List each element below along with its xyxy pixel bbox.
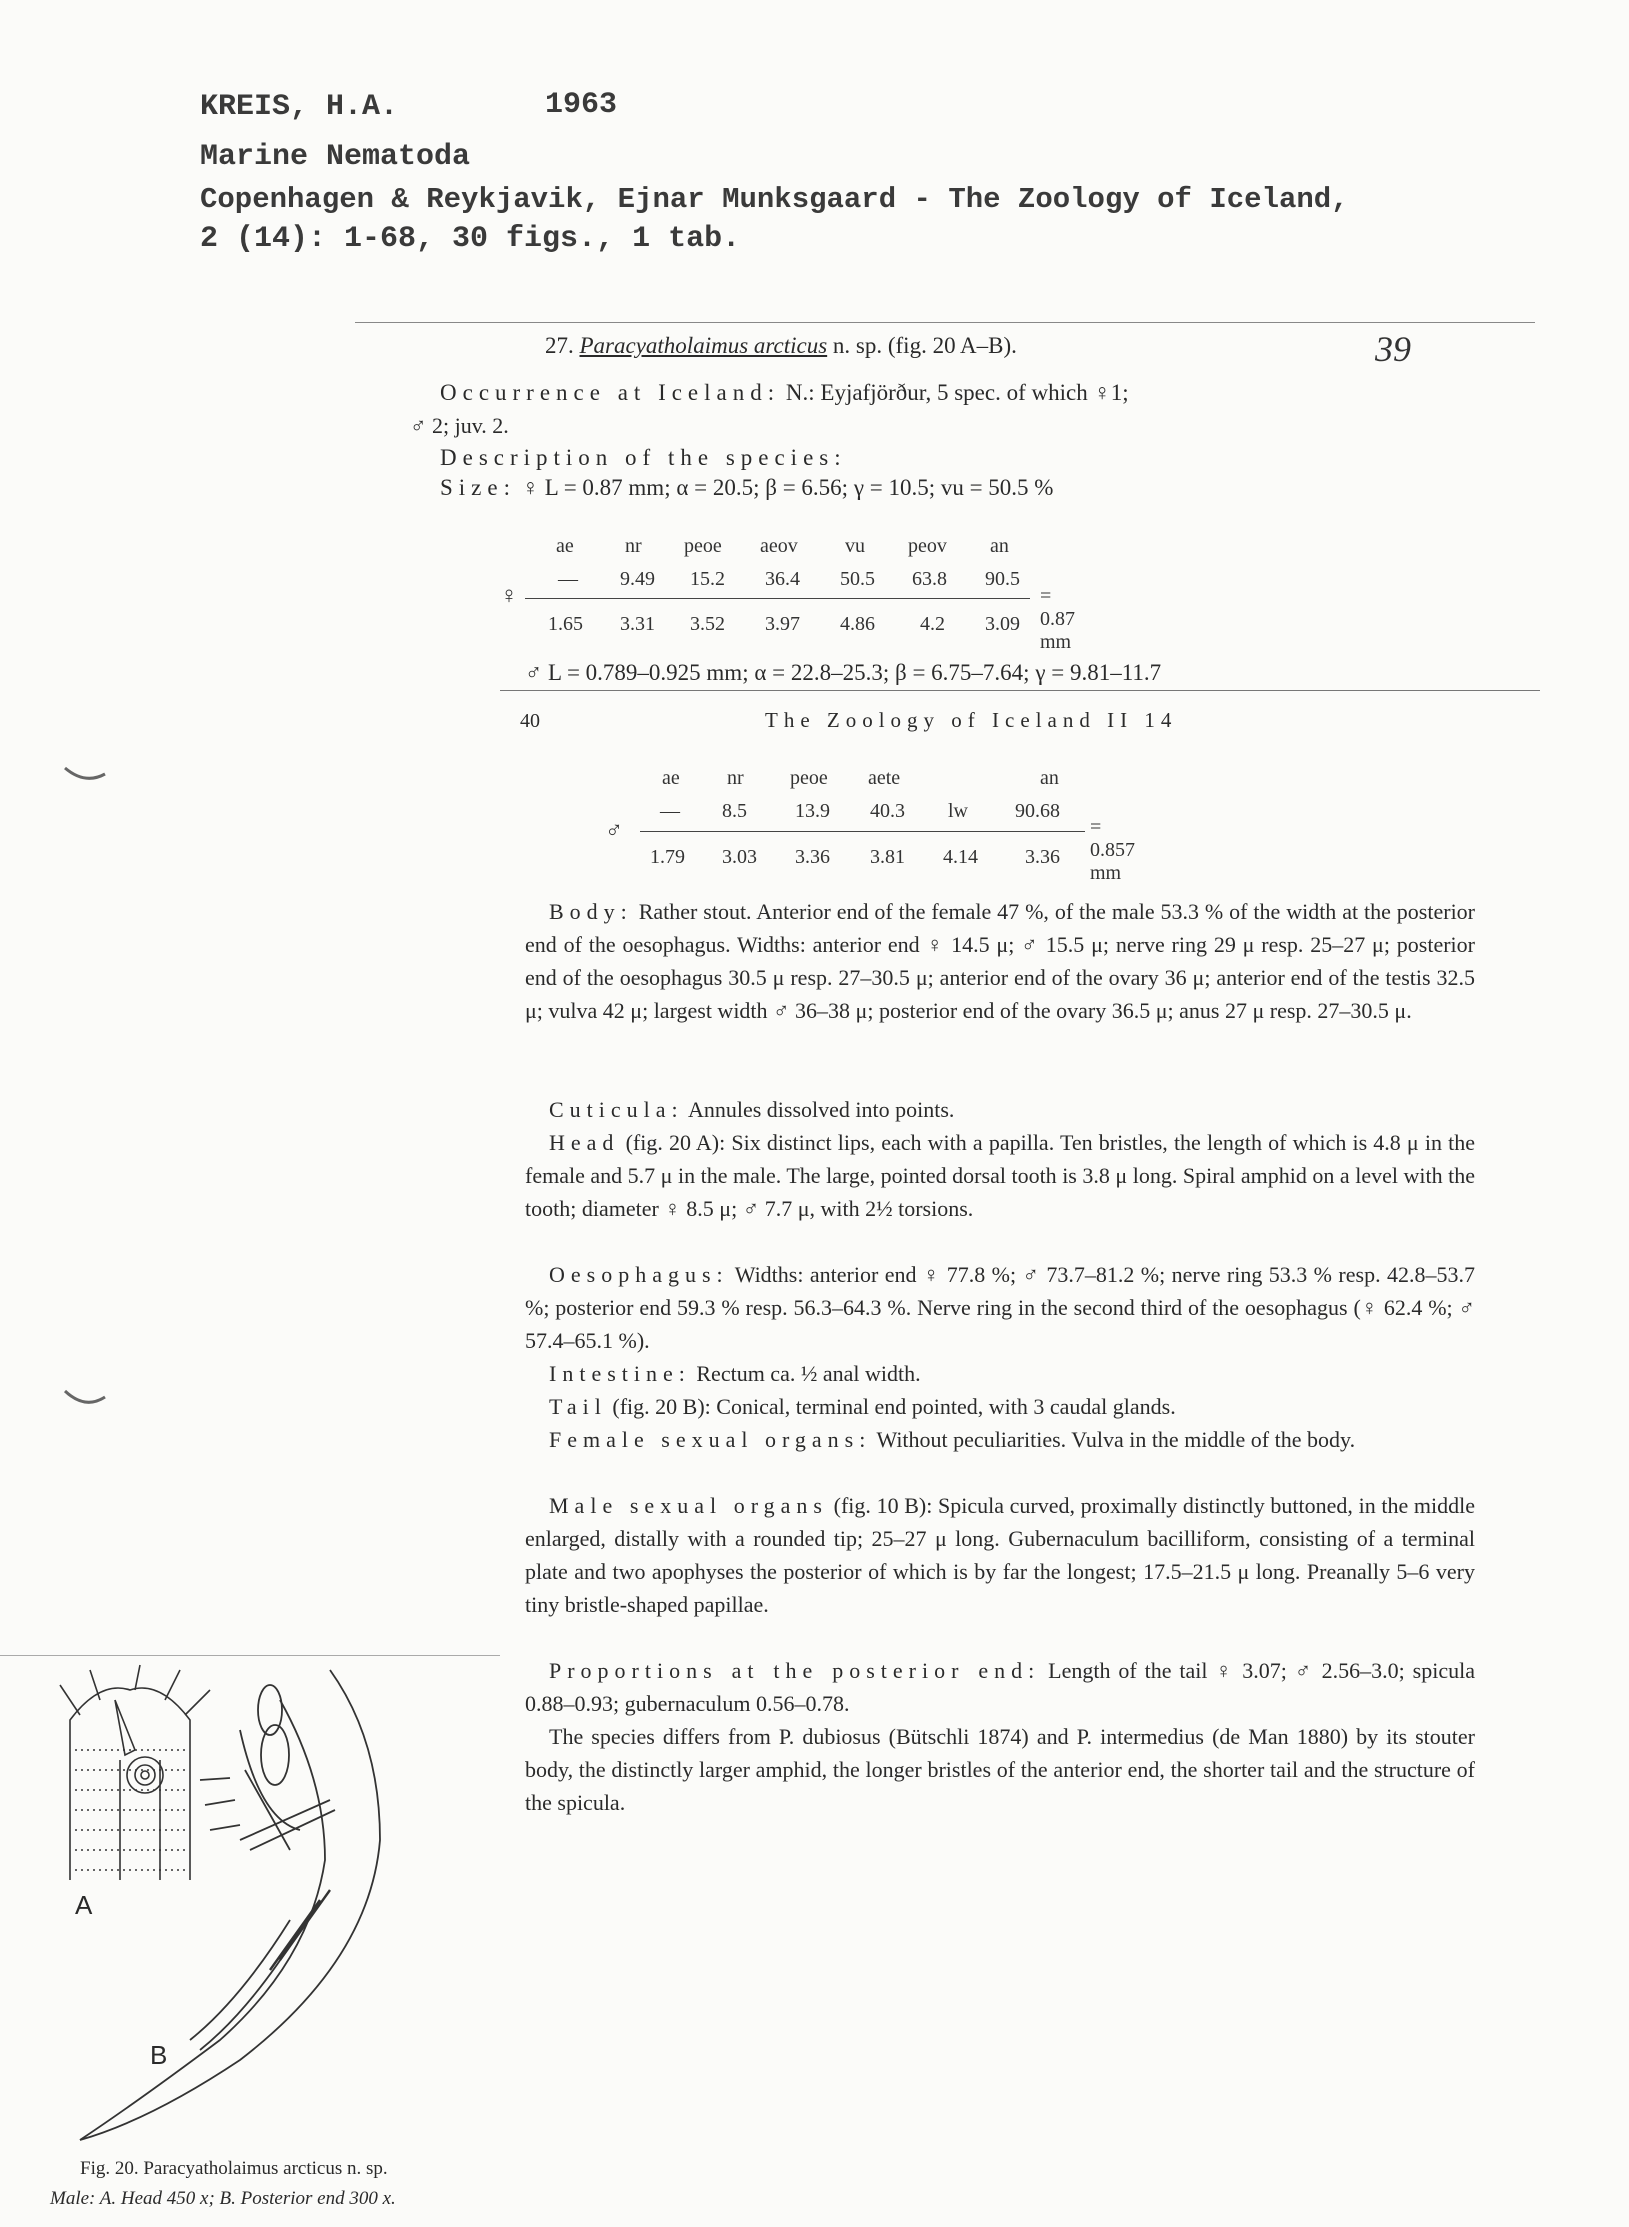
female-top-value: 63.8 — [912, 568, 947, 590]
male-header: an — [1040, 767, 1059, 789]
male-total: = 0.857 mm — [1090, 816, 1135, 884]
paragraph-body: Body: Rather stout. Anterior end of the female 47 %, of the male 53.3 % of the width at the posterior end of the oesophagus. Widths: anterior end ♀ 14.5 μ; ♂ 15.5 μ; nerve ring 29 μ resp. 25–27 μ; posterior end of the oesophagus 30.5 μ resp. 27–30.5 μ; anterior end of the ovary 36 μ; anterior end of the testis 32.5 μ; vulva 42 μ; largest width ♂ 36–38 μ; posterior end of the ovary 36.5 μ; anus 27 μ resp. 27–30.5 μ. — [525, 899, 1476, 1023]
top-rule — [355, 322, 1535, 323]
female-header: peov — [908, 535, 947, 557]
female-bottom-value: 1.65 — [548, 613, 583, 635]
paragraph-head: Head (fig. 20 A): Six distinct lips, each with a papilla. Ten bristles, the length of which is 4.8 μ in the female and 5.7 μ in the male. The large, pointed dorsal tooth is 3.8 μ long. Spiral amphid on a level with the tooth; diameter ♀ 8.5 μ; ♂ 7.7 μ, with 2½ torsions. — [525, 1130, 1476, 1221]
male-top-value: 8.5 — [722, 800, 747, 822]
female-total: = 0.87 mm — [1040, 585, 1075, 653]
staple-mark — [60, 760, 110, 790]
running-head-rule — [500, 690, 1540, 691]
male-header: peoe — [790, 767, 828, 789]
male-size-line: ♂ L = 0.789–0.925 mm; α = 22.8–25.3; β = 6.75–7.64; γ = 9.81–11.7 — [525, 660, 1162, 685]
female-header: peoe — [684, 535, 722, 557]
male-bottom-value: 1.79 — [650, 846, 685, 868]
species-number: 27. — [545, 333, 574, 358]
running-head-page: 40 — [520, 710, 540, 732]
female-header: an — [990, 535, 1009, 557]
male-header: aete — [868, 767, 901, 789]
male-fraction-rule — [640, 831, 1085, 832]
female-top-value: 36.4 — [765, 568, 800, 590]
size-line — [440, 475, 1053, 501]
male-top-value: 40.3 — [870, 800, 905, 822]
description-label: Description of the species: — [440, 445, 847, 470]
male-header: nr — [727, 767, 744, 789]
female-top-value: 9.49 — [620, 568, 655, 590]
male-bottom-value: 3.36 — [1025, 846, 1060, 868]
figure-caption-line1: Fig. 20. Paracyatholaimus arcticus n. sp. — [80, 2158, 388, 2179]
occurrence-text: N.: Eyjafjörður, 5 spec. of which ♀1; — [785, 380, 1129, 405]
female-top-value: 15.2 — [690, 568, 725, 590]
figure-label-a: A — [75, 1890, 93, 1920]
paragraph-cuticula: Cuticula: Annules dissolved into points. — [549, 1097, 955, 1122]
running-head-title: The Zoology of Iceland II 14 — [765, 708, 1178, 732]
female-header: nr — [625, 535, 642, 557]
female-bottom-value: 4.2 — [920, 613, 945, 635]
male-top-value: lw — [948, 800, 968, 822]
paragraph-differential: The species differs from P. dubiosus (Bütschli 1874) and P. intermedius (de Man 1880) by its stouter body, the distinctly larger amphid, the longer bristles of the anterior end, the shorter tail and the structure of the spicula. — [525, 1724, 1475, 1815]
species-heading — [545, 333, 1017, 359]
female-header: vu — [845, 535, 865, 557]
female-bottom-value: 4.86 — [840, 613, 875, 635]
male-sex-symbol: ♂ — [605, 818, 623, 844]
occurrence-label: Occurrence at Iceland: — [440, 380, 781, 405]
paragraph-oesophagus: Oesophagus: Widths: anterior end ♀ 77.8 %; ♂ 73.7–81.2 %; nerve ring 53.3 % resp. 42.8–53.7 %; posterior end 59.3 % resp. 56.3–64.3 %. Nerve ring in the second third of the oesophagus (♀ 62.4 %; ♂ 57.4–65.1 %). — [525, 1262, 1475, 1353]
female-header: aeov — [760, 535, 798, 557]
male-top-value: — — [660, 800, 680, 822]
paragraph-intestine: Intestine: Rectum ca. ½ anal width. — [549, 1361, 921, 1386]
male-top-value: 90.68 — [1015, 800, 1060, 822]
paragraph-tail: Tail (fig. 20 B): Conical, terminal end pointed, with 3 caudal glands. — [549, 1394, 1176, 1419]
female-sex-symbol: ♀ — [500, 583, 518, 609]
citation-title: Marine Nematoda — [200, 140, 471, 174]
figure-label-b: B — [150, 2040, 168, 2070]
male-header: ae — [662, 767, 680, 789]
nematode-figure — [40, 1660, 540, 2160]
head-drawing-a — [60, 1665, 210, 1880]
male-bottom-value: 4.14 — [943, 846, 978, 868]
citation-volume: 2 (14): 1-68, 30 figs., 1 tab. — [200, 222, 741, 256]
male-bottom-value: 3.81 — [870, 846, 905, 868]
handwritten-page-number: 39 — [1375, 329, 1411, 369]
female-top-value: 90.5 — [985, 568, 1020, 590]
female-header: ae — [556, 535, 574, 557]
size-label: Size: — [440, 475, 516, 500]
male-top-value: 13.9 — [795, 800, 830, 822]
figure-top-rule — [0, 1655, 500, 1656]
paragraph-female-organs: Female sexual organs: Without peculiarities. Vulva in the middle of the body. — [549, 1427, 1356, 1452]
female-fraction-rule — [525, 598, 1030, 599]
citation-author: KREIS, H.A. — [200, 90, 399, 124]
species-suffix: n. sp. (fig. 20 A–B). — [832, 333, 1017, 358]
citation-year: 1963 — [545, 88, 618, 122]
paragraph-male-organs: Male sexual organs (fig. 10 B): Spicula curved, proximally distinctly buttoned, in the middle enlarged, distally with a rounded tip; 25–27 μ long. Gubernaculum bacilliform, consisting of a terminal plate and two apophyses the posterior of which is by far the longest; 17.5–21.5 μ long. Preanally 5–6 very tiny bristle-shaped papillae. — [525, 1493, 1475, 1617]
female-bottom-value: 3.09 — [985, 613, 1020, 635]
citation-publisher: Copenhagen & Reykjavik, Ejnar Munksgaard - The Zoology of Iceland, — [200, 183, 1349, 216]
female-bottom-value: 3.97 — [765, 613, 800, 635]
male-bottom-value: 3.36 — [795, 846, 830, 868]
female-top-value: — — [558, 568, 578, 590]
male-bottom-value: 3.03 — [722, 846, 757, 868]
tail-drawing-b — [80, 1670, 380, 2140]
female-top-value: 50.5 — [840, 568, 875, 590]
female-bottom-value: 3.52 — [690, 613, 725, 635]
female-bottom-value: 3.31 — [620, 613, 655, 635]
species-name: Paracyatholaimus arcticus — [579, 333, 828, 358]
figure-caption-line2: Male: A. Head 450 x; B. Posterior end 300 x. — [50, 2188, 396, 2209]
paragraph-proportions: Proportions at the posterior end: Length of the tail ♀ 3.07; ♂ 2.56–3.0; spicula 0.88–0.93; gubernaculum 0.56–0.78. — [525, 1658, 1475, 1716]
size-text: ♀ L = 0.87 mm; α = 20.5; β = 6.56; γ = 10.5; vu = 50.5 % — [521, 475, 1054, 500]
staple-mark — [60, 1385, 110, 1415]
occurrence-text-2: ♂ 2; juv. 2. — [410, 413, 509, 438]
occurrence-line — [440, 380, 1129, 406]
